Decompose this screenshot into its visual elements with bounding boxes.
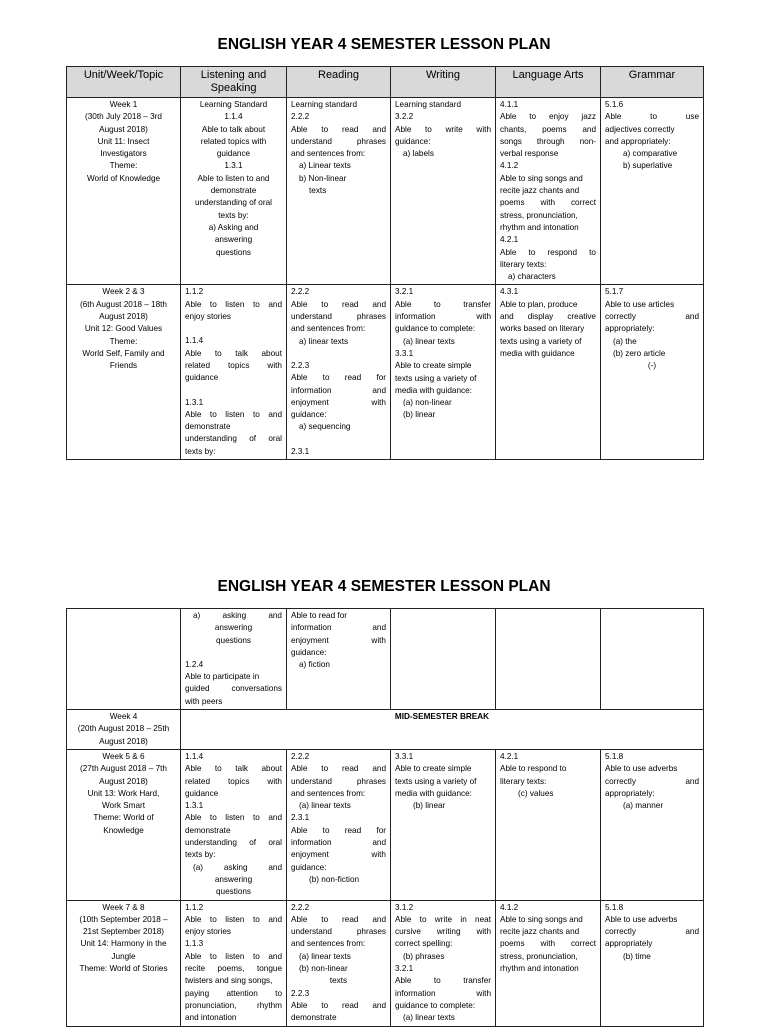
grammar-cell: 5.1.8 Able to use adverbs correctly and appropriately: (a) manner <box>601 749 704 900</box>
language-arts-cell <box>496 609 601 710</box>
week-cell: Week 4 (20th August 2018 – 25th August 2018) <box>67 710 181 750</box>
reading-cell: Able to read for information and enjoyment with guidance: a) fiction <box>287 609 391 710</box>
header-unit-week-topic: Unit/Week/Topic <box>67 67 181 98</box>
table-row <box>67 710 704 750</box>
reading-cell: 2.2.2 Able to read and understand phrases and sentences from: a) linear texts 2.2.3 Able to read for information and enjoyment with guidance: a) sequencing 2.3.1 <box>287 285 391 460</box>
grammar-cell: 5.1.7 Able to use articles correctly and appropriately: (a) the (b) zero article (-) <box>601 285 704 460</box>
language-arts-cell: 4.2.1 Able to respond to literary texts: (c) values <box>496 749 601 900</box>
listening-speaking-cell: a) asking and answering questions 1.2.4 Able to participate in guided conversations with peers <box>181 609 287 710</box>
writing-cell <box>391 609 496 710</box>
reading-cell: 2.2.2 Able to read and understand phrases and sentences from: (a) linear texts (b) non-linear texts 2.2.3 Able to read and demonstrate <box>287 900 391 1026</box>
writing-cell: Learning standard 3.2.2 Able to write with guidance: a) labels <box>391 98 496 285</box>
lesson-plan-table-1 <box>66 66 704 460</box>
grammar-cell: 5.1.8 Able to use adverbs correctly and appropriately (b) time <box>601 900 704 1026</box>
lesson-plan-table-2 <box>66 608 704 1027</box>
week-cell: Week 1 (30th July 2018 – 3rd August 2018) Unit 11: Insect Investigators Theme: World of Knowledge <box>67 98 181 285</box>
writing-cell: 3.3.1 Able to create simple texts using a variety of media with guidance: (b) linear <box>391 749 496 900</box>
table-row <box>67 900 704 1026</box>
header-grammar: Grammar <box>601 67 704 98</box>
week-cell: Week 5 & 6 (27th August 2018 – 7th August 2018) Unit 13: Work Hard, Work Smart Theme: World of Knowledge <box>67 749 181 900</box>
week-cell: Week 2 & 3 (6th August 2018 – 18th August 2018) Unit 12: Good Values Theme: World Self, Family and Friends <box>67 285 181 460</box>
reading-cell: 2.2.2 Able to read and understand phrases and sentences from: (a) linear texts 2.3.1 Able to read for information and enjoyment with guidance: (b) non-fiction <box>287 749 391 900</box>
grammar-cell <box>601 609 704 710</box>
language-arts-cell: 4.1.2 Able to sing songs and recite jazz chants and poems with correct stress, pronunciation, rhythm and intonation <box>496 900 601 1026</box>
language-arts-cell: 4.1.1 Able to enjoy jazz chants, poems and songs through non- verbal response 4.1.2 Able to sing songs and recite jazz chants and poems with correct stress, pronunciation, rhythm and intonation 4.2.1 Able to respond to literary texts: a) characters <box>496 98 601 285</box>
page-title-2: ENGLISH YEAR 4 SEMESTER LESSON PLAN <box>217 578 551 595</box>
table-row <box>67 285 704 460</box>
page-title-1: ENGLISH YEAR 4 SEMESTER LESSON PLAN <box>217 36 551 53</box>
week-cell <box>67 609 181 710</box>
listening-speaking-cell: 1.1.2 Able to listen to and enjoy stories 1.1.3 Able to listen to and recite poems, tongue twisters and sing songs, paying attention to pronunciation, rhythm and intonation <box>181 900 287 1026</box>
writing-cell: 3.1.2 Able to write in neat cursive writing with correct spelling: (b) phrases 3.2.1 Able to transfer information with guidance to complete: (a) linear texts <box>391 900 496 1026</box>
table-row <box>67 609 704 710</box>
header-reading: Reading <box>287 67 391 98</box>
listening-speaking-cell: 1.1.2 Able to listen to and enjoy stories 1.1.4 Able to talk about related topics with guidance 1.3.1 Able to listen to and demonstrate understanding of oral texts by: <box>181 285 287 460</box>
mid-semester-break-label: MID-SEMESTER BREAK <box>181 710 704 750</box>
table-row <box>67 98 704 285</box>
reading-cell: Learning standard 2.2.2 Able to read and understand phrases and sentences from: a) Linear texts b) Non-linear texts <box>287 98 391 285</box>
header-language-arts: Language Arts <box>496 67 601 98</box>
listening-speaking-cell: 1.1.4 Able to talk about related topics with guidance 1.3.1 Able to listen to and demonstrate understanding of oral texts by: (a) asking and answering questions <box>181 749 287 900</box>
grammar-cell: 5.1.6 Able to use adjectives correctly and appropriately: a) comparative b) superlative <box>601 98 704 285</box>
listening-speaking-cell: Learning Standard 1.1.4 Able to talk about related topics with guidance 1.3.1 Able to listen to and demonstrate understanding of oral texts by: a) Asking and answering questions <box>181 98 287 285</box>
language-arts-cell: 4.3.1 Able to plan, produce and display creative works based on literary texts using a variety of media with guidance <box>496 285 601 460</box>
table-row <box>67 749 704 900</box>
header-writing: Writing <box>391 67 496 98</box>
writing-cell: 3.2.1 Able to transfer information with guidance to complete: (a) linear texts 3.3.1 Able to create simple texts using a variety of media with guidance: (a) non-linear (b) linear <box>391 285 496 460</box>
header-listening-speaking: Listening and Speaking <box>181 67 287 98</box>
week-cell: Week 7 & 8 (10th September 2018 – 21st September 2018) Unit 14: Harmony in the Jungle Theme: World of Stories <box>67 900 181 1026</box>
